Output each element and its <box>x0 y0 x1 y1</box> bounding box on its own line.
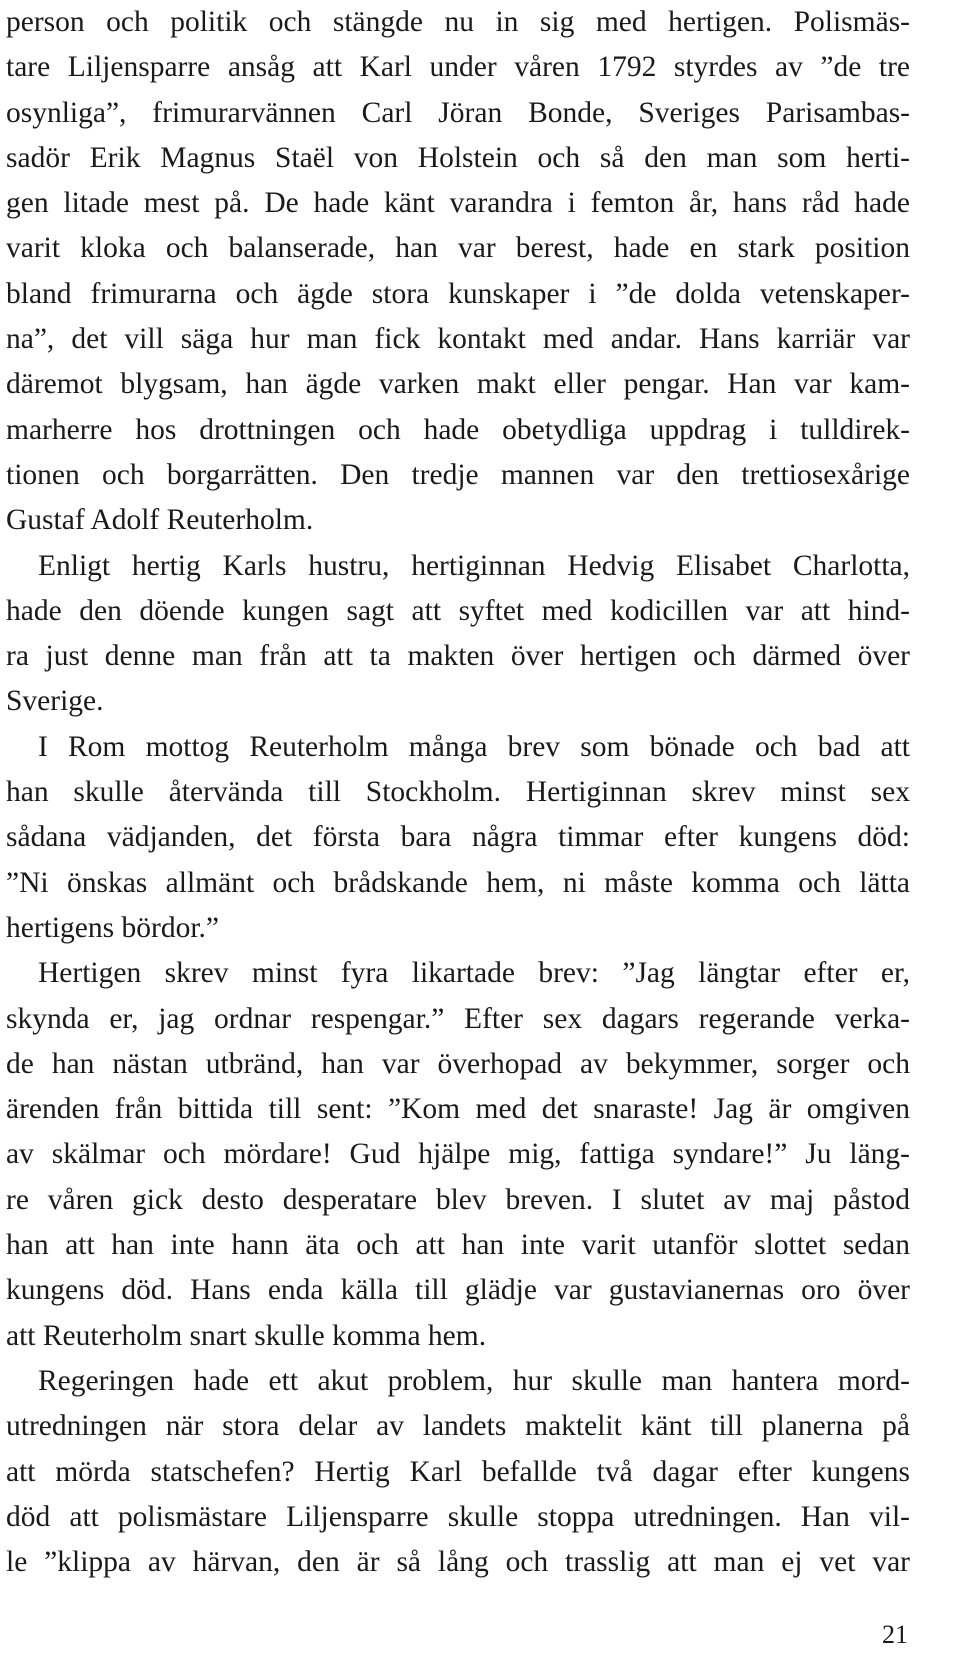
text-line: sadör Erik Magnus Staël von Holstein och så den man som herti- <box>6 141 910 174</box>
text-line: utredningen när stora delar av landets maktelit känt till planerna på <box>6 1410 910 1443</box>
text-line: tare Liljensparre ansåg att Karl under våren 1792 styrdes av ”de tre <box>6 51 910 84</box>
text-line: Regeringen hade ett akut problem, hur skulle man hantera mord- <box>38 1364 910 1397</box>
text-line: tionen och borgarrätten. Den tredje mannen var den trettiosexårige <box>6 458 910 491</box>
text-line: Sverige. <box>6 685 104 718</box>
paragraph-1 <box>6 0 910 544</box>
text-line: han skulle återvända till Stockholm. Hertiginnan skrev minst sex <box>6 776 910 809</box>
text-line: person och politik och stängde nu in sig med hertigen. Polismäs- <box>6 6 910 38</box>
text-line: marherre hos drottningen och hade obetydliga uppdrag i tulldirek- <box>6 413 910 446</box>
text-line: de han nästan utbränd, han var överhopad av bekymmer, sorger och <box>6 1047 910 1080</box>
text-line: av skälmar och mördare! Gud hjälpe mig, fattiga syndare!” Ju läng- <box>6 1138 910 1171</box>
text-line: död att polismästare Liljensparre skulle stoppa utredningen. Han vil- <box>6 1500 910 1533</box>
text-line: han att han inte hann äta och att han inte varit utanför slottet sedan <box>6 1229 910 1262</box>
page-number: 21 <box>882 1620 908 1649</box>
text-line: att mörda statschefen? Hertig Karl befallde två dagar efter kungens <box>6 1455 910 1488</box>
text-line: le ”klippa av härvan, den är så lång och trasslig att man ej vet var <box>6 1546 910 1579</box>
text-line: gen litade mest på. De hade känt varandra i femton år, hans råd hade <box>6 187 910 220</box>
text-line: sådana vädjanden, det första bara några timmar efter kungens död: <box>6 821 910 854</box>
text-line: Hertigen skrev minst fyra likartade brev: ”Jag längtar efter er, <box>38 957 910 990</box>
text-line: bland frimurarna och ägde stora kunskaper i ”de dolda vetenskaper- <box>6 277 910 310</box>
paragraph-3 <box>6 725 910 951</box>
text-line: att Reuterholm snart skulle komma hem. <box>6 1319 487 1352</box>
text-line: däremot blygsam, han ägde varken makt eller pengar. Han var kam- <box>6 368 910 401</box>
text-line: Gustaf Adolf Reuterholm. <box>6 504 314 537</box>
text-line: I Rom mottog Reuterholm många brev som bönade och bad att <box>38 730 910 763</box>
text-line: ra just denne man från att ta makten över hertigen och därmed över <box>6 640 910 673</box>
paragraph-2 <box>6 544 910 725</box>
text-line: kungens död. Hans enda källa till glädje var gustavianernas oro över <box>6 1274 910 1307</box>
text-line: skynda er, jag ordnar respengar.” Efter sex dagars regerande verka- <box>6 1002 910 1035</box>
text-line: ”Ni önskas allmänt och brådskande hem, ni måste komma och lätta <box>6 866 910 899</box>
text-line: Enligt hertig Karls hustru, hertiginnan Hedvig Elisabet Charlotta, <box>38 549 910 582</box>
text-line: varit kloka och balanserade, han var berest, hade en stark position <box>6 232 910 265</box>
text-line: ärenden från bittida till sent: ”Kom med det snaraste! Jag är omgiven <box>6 1093 910 1126</box>
paragraph-5 <box>6 1359 910 1585</box>
text-line: re våren gick desto desperatare blev breven. I slutet av maj påstod <box>6 1183 910 1216</box>
text-line: na”, det vill säga hur man fick kontakt med andar. Hans karriär var <box>6 323 910 356</box>
text-line: hade den döende kungen sagt att syftet med kodicillen var att hind- <box>6 594 910 627</box>
text-line: osynliga”, frimurarvännen Carl Jöran Bonde, Sveriges Parisambas- <box>6 96 910 129</box>
paragraph-4 <box>6 951 910 1359</box>
book-page <box>6 0 910 1585</box>
text-line: hertigens bördor.” <box>6 911 219 944</box>
